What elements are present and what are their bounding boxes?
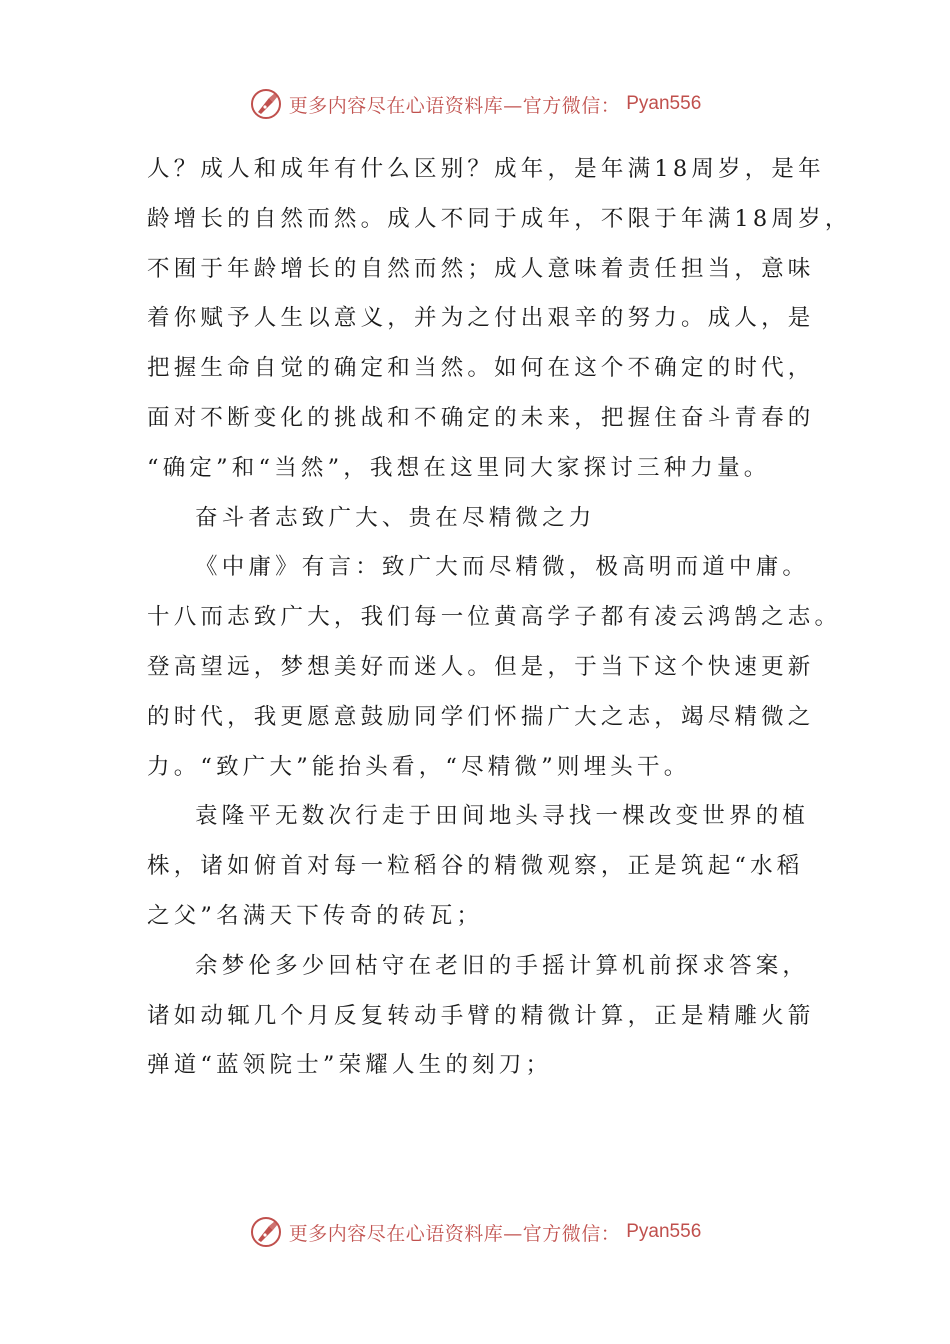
paragraph-line: 十八而志致广大，我们每一位黄高学子都有凌云鸿鹄之志。 bbox=[147, 604, 842, 631]
paragraph-line: “确定”和“当然”，我想在这里同大家探讨三种力量。 bbox=[147, 454, 771, 481]
pen-nib-logo-icon bbox=[249, 87, 283, 121]
paragraph-line: 袁隆平无数次行走于田间地头寻找一棵改变世界的植 bbox=[195, 803, 810, 830]
paragraph-line: 的时代，我更愿意鼓励同学们怀揣广大之志，竭尽精微之 bbox=[147, 703, 815, 730]
paragraph-line: 力。“致广大”能抬头看，“尽精微”则埋头干。 bbox=[147, 753, 691, 780]
paragraph-line: 余梦伦多少回枯守在老旧的手摇计算机前探求答案， bbox=[195, 952, 810, 979]
banner-wechat-id: Pyan556 bbox=[626, 93, 702, 114]
paragraph-line: 面对不断变化的挑战和不确定的未来，把握住奋斗青春的 bbox=[147, 404, 815, 431]
paragraph-line: 着你赋予人生以意义，并为之付出艰辛的努力。成人，是 bbox=[147, 305, 815, 332]
pen-nib-logo-icon bbox=[249, 1215, 283, 1249]
paragraph-line: 人？成人和成年有什么区别？成年，是年满18周岁，是年 bbox=[147, 156, 825, 182]
document-body bbox=[147, 145, 852, 1091]
paragraph-line: 《中庸》有言：致广大而尽精微，极高明而道中庸。 bbox=[195, 554, 810, 581]
header-banner bbox=[0, 84, 950, 124]
footer-banner bbox=[0, 1212, 950, 1252]
banner-text: 更多内容尽在心语资料库—官方微信： bbox=[288, 94, 621, 117]
paragraph-line: 之父”名满天下传奇的砖瓦； bbox=[147, 902, 484, 929]
paragraph-line: 登高望远，梦想美好而迷人。但是，于当下这个快速更新 bbox=[147, 653, 815, 680]
banner-wechat-id: Pyan556 bbox=[626, 1221, 702, 1242]
paragraph-line: 弹道“蓝领院士”荣耀人生的刻刀； bbox=[147, 1052, 553, 1079]
paragraph-line: 诸如动辄几个月反复转动手臂的精微计算，正是精雕火箭 bbox=[147, 1002, 815, 1029]
section-heading: 奋斗者志致广大、贵在尽精微之力 bbox=[195, 504, 596, 531]
paragraph-line: 把握生命自觉的确定和当然。如何在这个不确定的时代， bbox=[147, 355, 815, 382]
paragraph-line: 龄增长的自然而然。成人不同于成年，不限于年满18周岁， bbox=[147, 205, 852, 232]
banner-text: 更多内容尽在心语资料库—官方微信： bbox=[288, 1222, 621, 1245]
paragraph-line: 株，诸如俯首对每一粒稻谷的精微观察，正是筑起“水稻 bbox=[147, 853, 804, 880]
paragraph-line: 不囿于年龄增长的自然而然；成人意味着责任担当，意味 bbox=[147, 255, 815, 282]
